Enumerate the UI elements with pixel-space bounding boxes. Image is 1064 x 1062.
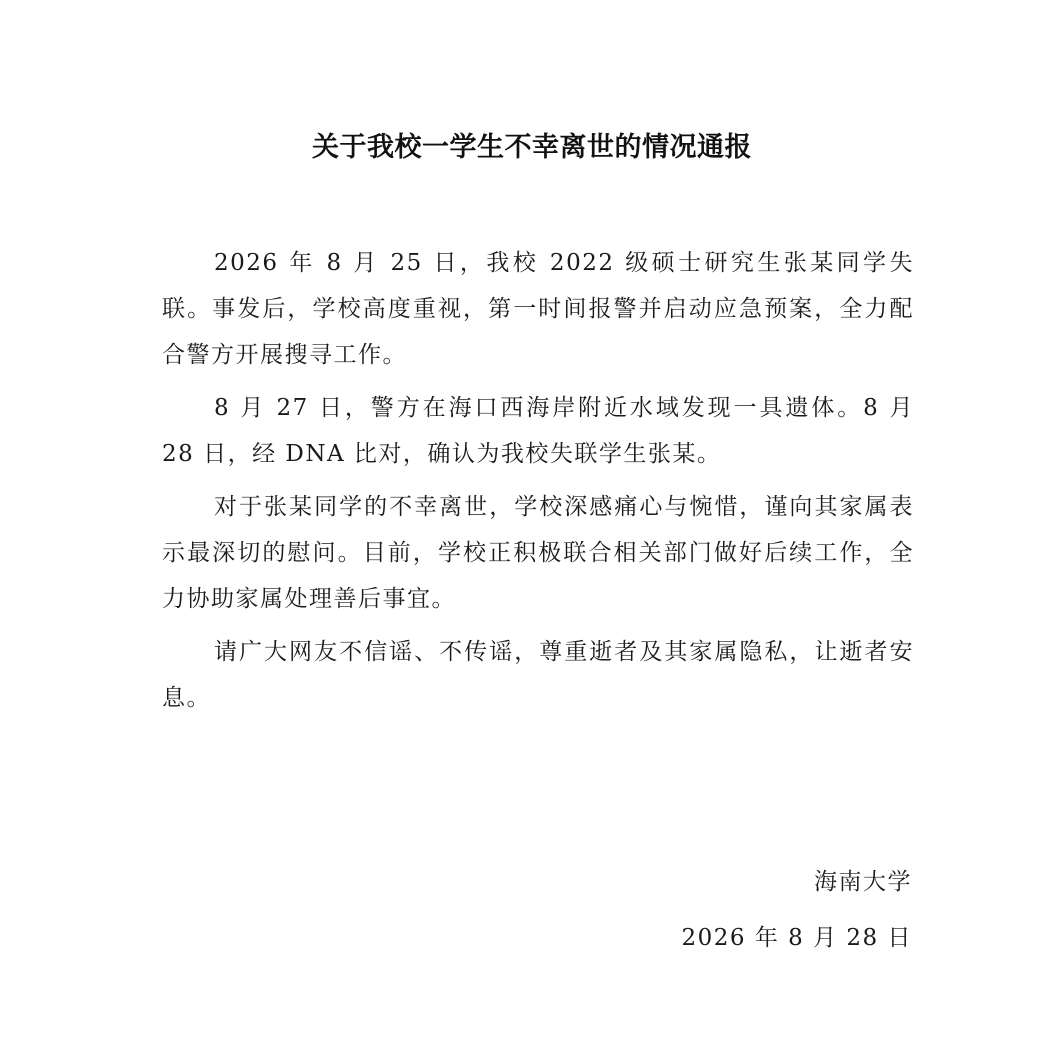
paragraph-missing-report: 2026 年 8 月 25 日，我校 2022 级硕士研究生张某同学失联。事发后，学校高度重视，第一时间报警并启动应急预案，全力配合警方开展搜寻工作。 xyxy=(162,250,914,368)
document-title: 关于我校一学生不幸离世的情况通报 xyxy=(312,132,752,163)
paragraph-discovery: 8 月 27 日，警方在海口西海岸附近水域发现一具遗体。8 月 28 日，经 DNA 比对，确认为我校失联学生张某。 xyxy=(162,395,914,467)
signature-date: 2026 年 8 月 28 日 xyxy=(681,925,912,951)
signature-organization: 海南大学 xyxy=(814,869,912,895)
paragraph-appeal: 请广大网友不信谣、不传谣，尊重逝者及其家属隐私，让逝者安息。 xyxy=(162,639,914,711)
paragraph-condolences: 对于张某同学的不幸离世，学校深感痛心与惋惜，谨向其家属表示最深切的慰问。目前，学校正积极联合相关部门做好后续工作，全力协助家属处理善后事宜。 xyxy=(162,494,914,612)
document-body xyxy=(162,240,914,728)
